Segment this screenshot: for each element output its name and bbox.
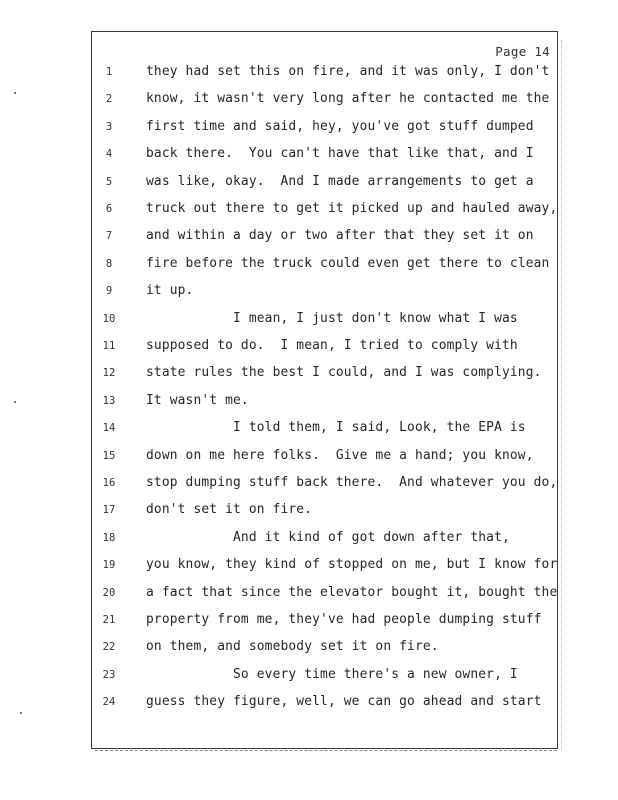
line-number: 11 [102,340,116,352]
line-number: 1 [105,66,113,78]
line-text: guess they figure, well, we can go ahead and start [146,694,542,710]
transcript-line [0,283,618,303]
transcript-line [0,667,618,687]
transcript-line [0,146,618,166]
line-number: 10 [102,312,116,325]
scan-bottom-artifact [95,750,557,753]
line-text: they had set this on fire, and it was only, I don't [146,64,550,79]
line-text: you know, they kind of stopped on me, but I know for [146,557,558,573]
line-number: 12 [102,367,116,380]
line-number: 13 [102,394,116,407]
transcript-line [0,201,618,221]
line-number: 16 [102,477,116,489]
line-number: 8 [105,257,113,270]
transcript-line [0,585,618,605]
line-text: don't set it on fire. [146,502,313,518]
transcript-line [0,393,618,413]
transcript-line [0,365,618,385]
line-text: it up. [146,283,194,299]
margin-speck [20,712,22,714]
line-number: 21 [102,614,116,626]
line-text: So every time there's a new owner, I [146,666,518,682]
line-text: It wasn't me. [146,392,249,408]
transcript-line [0,694,618,714]
line-text: first time and said, hey, you've got stuff dumped [146,118,534,134]
line-number: 23 [102,668,116,681]
line-text: stop dumping stuff back there. And whatever you do, [146,475,558,490]
transcript-line [0,119,618,139]
transcript-line [0,448,618,468]
line-text: I told them, I said, Look, the EPA is [146,420,526,436]
line-text: fire before the truck could even get there to clean [146,255,550,271]
transcript-line [0,91,618,111]
line-number: 17 [102,504,116,517]
line-number: 2 [105,93,113,106]
line-text: truck out there to get it picked up and hauled away, [146,201,558,216]
transcript-line [0,530,618,550]
line-number: 18 [102,531,116,544]
margin-speck [14,401,16,403]
line-text: down on me here folks. Give me a hand; you know, [146,447,534,463]
transcript-line [0,174,618,194]
transcript-line [0,338,618,358]
line-number: 7 [105,230,113,243]
transcript-line [0,228,618,248]
line-number: 4 [105,148,113,161]
line-text: property from me, they've had people dumping stuff [146,612,542,627]
line-text: back there. You can't have that like that, and I [146,146,534,162]
line-number: 15 [102,449,116,462]
line-number: 24 [102,696,116,709]
line-text: a fact that since the elevator bought it, bought the [146,584,558,600]
line-number: 5 [105,175,113,188]
line-text: supposed to do. I mean, I tried to comply with [146,338,518,353]
transcript-line [0,612,618,632]
transcript-line [0,639,618,659]
transcript-line [0,64,618,84]
line-number: 9 [105,285,113,298]
transcript-line [0,256,618,276]
line-text: know, it wasn't very long after he contacted me the [146,91,550,107]
transcript-line [0,502,618,522]
line-text: And it kind of got down after that, [146,529,510,545]
margin-speck [14,92,16,94]
page-number: Page 14 [495,44,550,59]
line-number: 14 [102,422,116,435]
transcript-line [0,420,618,440]
transcript-line [0,475,618,495]
line-number: 19 [102,559,116,572]
line-text: I mean, I just don't know what I was [146,310,518,326]
transcript-line [0,557,618,577]
transcript-line [0,311,618,331]
line-number: 3 [105,120,113,133]
line-text: and within a day or two after that they set it on [146,228,534,244]
line-number: 20 [102,586,116,599]
line-number: 6 [105,203,113,215]
line-text: state rules the best I could, and I was complying. [146,365,542,381]
line-number: 22 [102,641,116,654]
line-text: was like, okay. And I made arrangements to get a [146,173,534,189]
line-text: on them, and somebody set it on fire. [146,639,439,655]
